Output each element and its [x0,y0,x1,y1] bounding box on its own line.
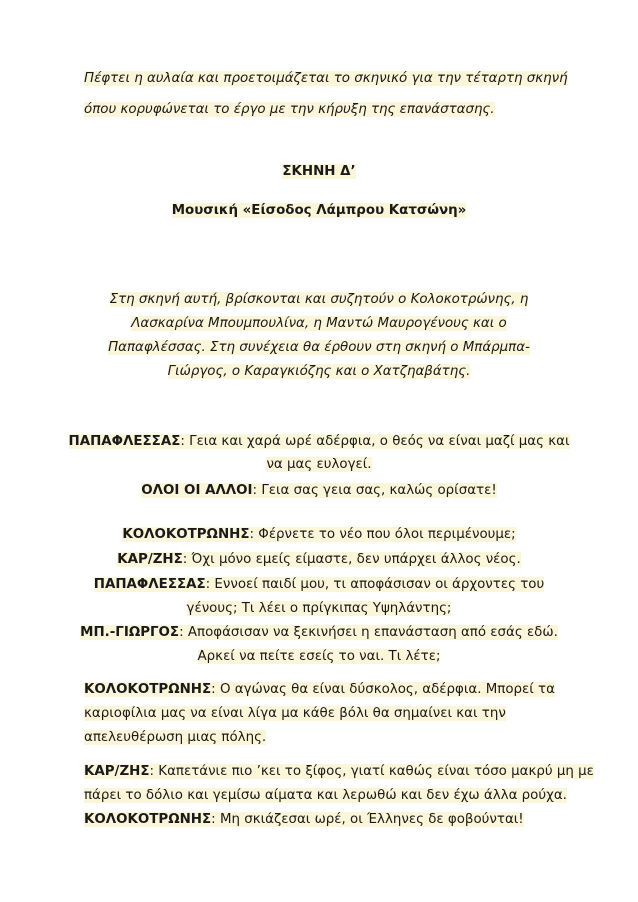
speaker-name: ΚΟΛΟΚΟΤΡΩΝΗΣ [84,682,212,697]
dialogue-line-cont: γένους; Τι λέει ο πρίγκιπας Υψηλάντης; [186,601,452,616]
dialogue-text: : Γεια και χαρά ωρέ αδέρφια, ο θεός να είναι μαζί μας και [180,434,570,449]
speaker-name: ΠΑΠΑΦΛΕΣΣΑΣ [93,577,206,592]
intro-line-2: όπου κορυφώνεται το έργο με την κήρυξη της επανάστασης. [84,102,495,117]
speaker-name: ΠΑΠΑΦΛΕΣΣΑΣ [68,434,181,449]
stage-line-2: Λασκαρίνα Μπουμπουλίνα, η Μαντώ Μαυρογένους και ο [131,316,507,331]
dialogue-line [0,432,638,452]
dialogue-line [84,680,555,700]
dialogue-text: : Αποφάσισαν να ξεκινήσει η επανάσταση από εσάς εδώ. [179,625,558,640]
dialogue-line [84,762,594,782]
dialogue-line [0,525,638,545]
intro-line-1: Πέφτει η αυλαία και προετοιμάζεται το σκηνικό για την τέταρτη σκηνή [84,71,568,86]
dialogue-line-cont: καριοφίλια μας να είναι λίγα μα κάθε βόλι θα σημαίνει και την [84,706,506,721]
speaker-name: ΚΑΡ/ΖΗΣ [84,764,150,779]
dialogue-line-cont: πάρει το δόλιο και γεμίσω αίματα και λερωθώ και δεν έχω άλλα ρούχα. [84,788,567,803]
dialogue-line-cont: Αρκεί να πείτε εσείς το ναι. Τι λέτε; [197,649,441,664]
speaker-name: ΚΟΛΟΚΟΤΡΩΝΗΣ [84,812,212,827]
speaker-name: ΜΠ.-ΓΙΩΡΓΟΣ [80,625,180,640]
dialogue-text: : Εννοεί παιδί μου, τι αποφάσισαν οι άρχοντες του [205,577,545,592]
dialogue-line [0,575,638,595]
speaker-name: ΟΛΟΙ ΟΙ ΑΛΛΟΙ [141,483,253,498]
scene-title: ΣΚΗΝΗ Δ’ [282,164,356,179]
stage-line-4: Γιώργος, ο Καραγκιόζης και ο Χατζηαβάτης. [167,364,471,379]
dialogue-line-cont: να μας ευλογεί. [266,457,372,472]
dialogue-line [0,481,638,501]
speaker-name: ΚΑΡ/ΖΗΣ [117,552,183,567]
dialogue-text: : Φέρνετε το νέο που όλοι περιμένουμε; [249,527,516,542]
dialogue-text: : Ο αγώνας θα είναι δύσκολος, αδέρφια. Μπορεί τα [211,682,555,697]
dialogue-text: : Καπετάνιε πιο ’κει το ξίφος, γιατί καθώς είναι τόσο μακρύ μη με [149,764,594,779]
stage-line-1: Στη σκηνή αυτή, βρίσκονται και συζητούν ο Κολοκοτρώνης, η [109,292,529,307]
speaker-name: ΚΟΛΟΚΟΤΡΩΝΗΣ [122,527,250,542]
dialogue-text: : Γεια σας γεια σας, καλώς ορίσατε! [252,483,497,498]
dialogue-text: : Όχι μόνο εμείς είμαστε, δεν υπάρχει άλλος νέος. [182,552,521,567]
dialogue-line [84,810,524,830]
stage-line-3: Παπαφλέσσας. Στη συνέχεια θα έρθουν στη σκηνή ο Μπάρμπα- [108,340,530,355]
dialogue-text: : Μη σκιάζεσαι ωρέ, οι Έλληνες δε φοβούνται! [211,812,524,827]
dialogue-line-cont: απελευθέρωση μιας πόλης. [84,730,267,745]
dialogue-line [0,550,638,570]
scene-music: Μουσική «Είσοδος Λάμπρου Κατσώνη» [171,203,467,218]
dialogue-line [0,623,638,643]
